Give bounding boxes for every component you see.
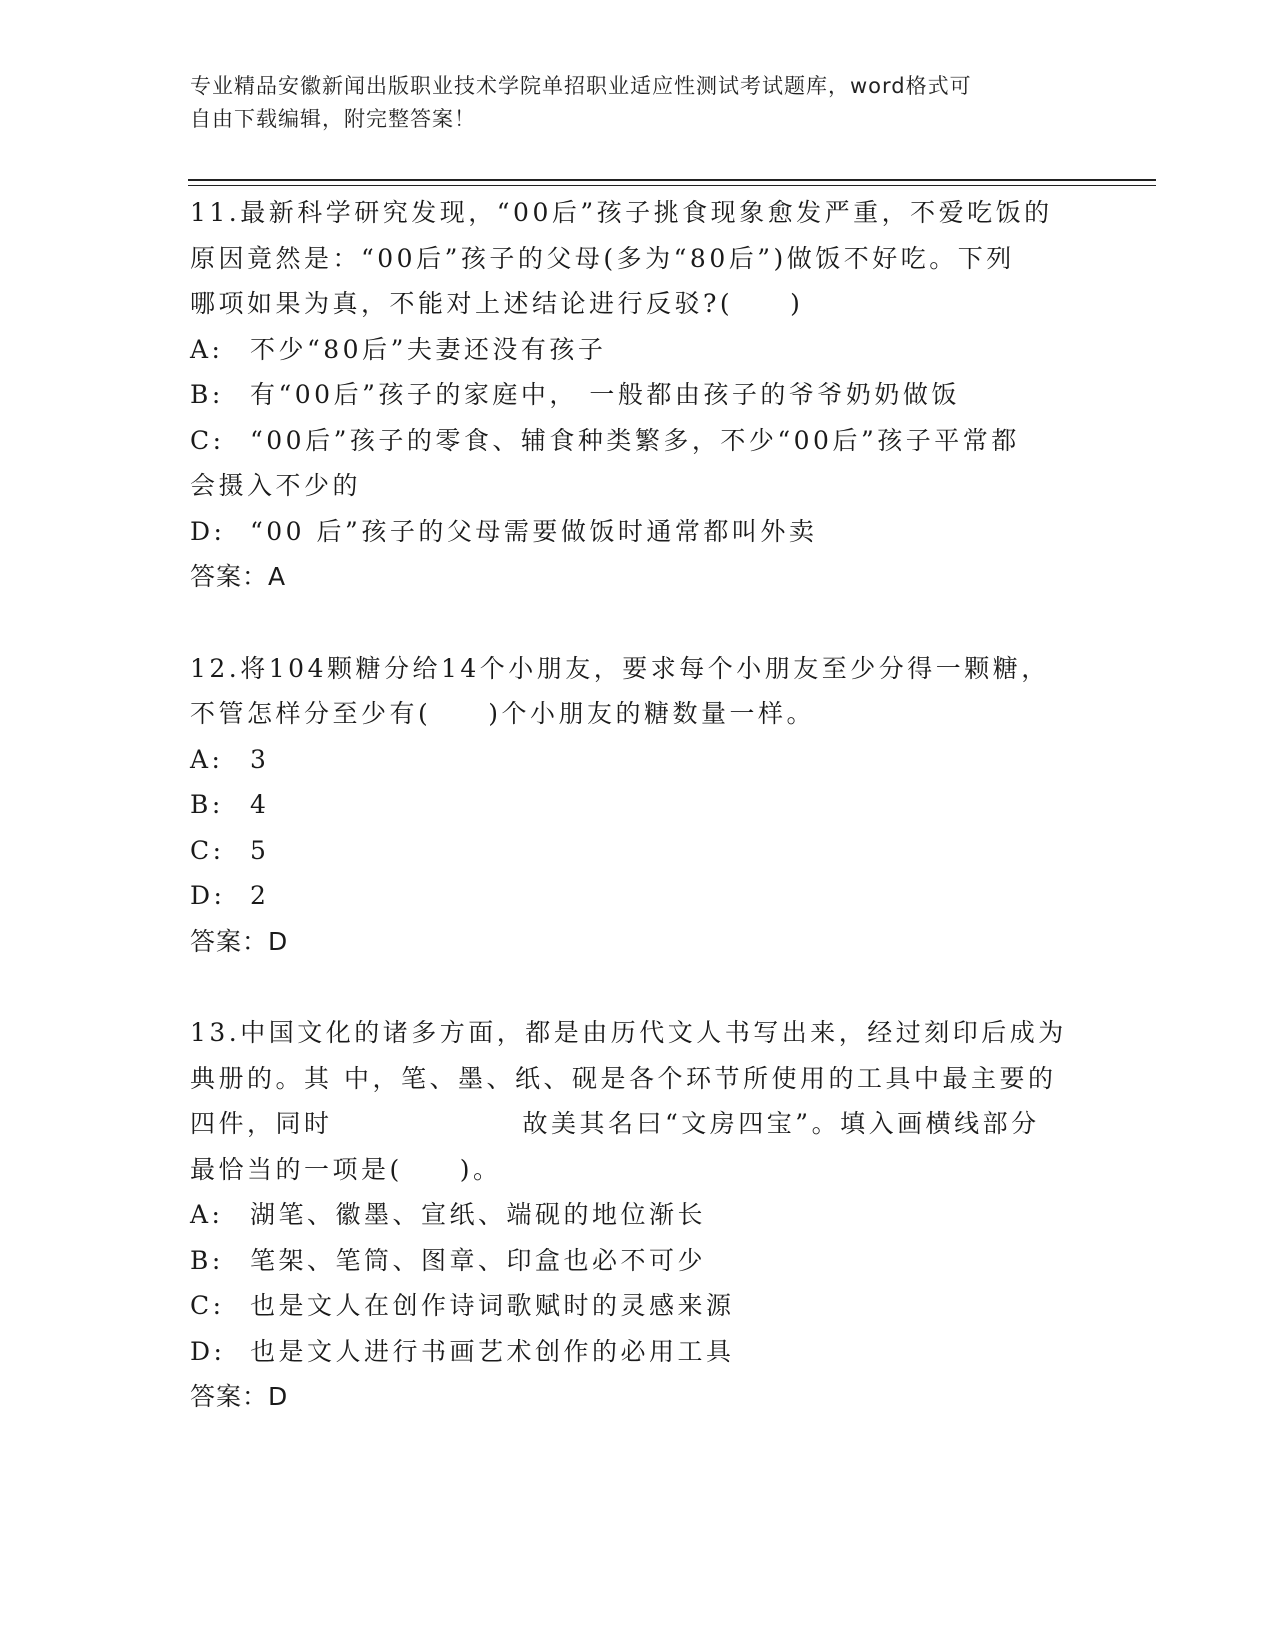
option-key: B:: [190, 1245, 224, 1275]
option-key: C:: [190, 835, 225, 865]
option-c: [190, 828, 1090, 874]
option-b: [190, 1238, 1090, 1284]
question-stem-line: [190, 1101, 1090, 1147]
option-text: 也是文人进行书画艺术创作的必用工具: [250, 1336, 735, 1366]
option-text: 4: [250, 790, 270, 819]
option-text: “00 后”孩子的父母需要做饭时通常都叫外卖: [250, 516, 818, 546]
question-gap: [190, 964, 1090, 1010]
option-c-continuation: [190, 463, 1090, 509]
option-key: A:: [190, 334, 224, 364]
option-a: [190, 1192, 1090, 1238]
option-text: 会摄入不少的: [190, 471, 362, 500]
option-text: 也是文人在创作诗词歌赋时的灵感来源: [250, 1291, 735, 1320]
header-line-2: 自由下载编辑，附完整答案！: [190, 107, 476, 131]
question-stem-line: 原因竟然是：“00后”孩子的父母(多为“80后”)做饭不好吃。下列: [190, 243, 1015, 273]
option-b: [190, 372, 1090, 418]
option-d: [190, 509, 1090, 555]
option-key: C:: [190, 1291, 225, 1320]
header-rule-thin: [188, 185, 1156, 186]
option-key: D:: [190, 1336, 226, 1366]
question-gap: [190, 600, 1090, 646]
question-stem-line: 典册的。其 中，笔、墨、纸、砚是各个环节所使用的工具中最主要的: [190, 1063, 1057, 1093]
question-list: [190, 190, 1090, 1420]
option-key: B:: [190, 790, 224, 819]
question-stem-line: 13.中国文化的诸多方面，都是由历代文人书写出来，经过刻印后成为: [190, 1018, 1067, 1047]
answer-line: 答案：D: [190, 926, 289, 956]
answer-line: 答案：A: [190, 562, 287, 591]
option-key: A:: [190, 744, 224, 774]
option-b: [190, 782, 1090, 828]
question-stem-line: 11.最新科学研究发现，“00后”孩子挑食现象愈发严重，不爱吃饭的: [190, 198, 1053, 227]
option-text: 不少“80后”夫妻还没有孩子: [250, 334, 607, 364]
stem-text: 故美其名曰“文房四宝”。填入画横线部分: [522, 1109, 1040, 1138]
stem-text: 四件，同时: [190, 1109, 333, 1138]
question-stem-line: 12.将104颗糖分给14个小朋友，要求每个小朋友至少分得一颗糖，: [190, 653, 1050, 683]
option-d: [190, 873, 1090, 919]
question-stem-line: 最恰当的一项是( )。: [190, 1154, 502, 1184]
header-rule-thick: [188, 179, 1156, 181]
question-stem-line: 不管怎样分至少有( )个小朋友的糖数量一样。: [190, 699, 816, 728]
option-key: D:: [190, 516, 226, 546]
option-text: 5: [250, 835, 270, 865]
question-stem-line: 哪项如果为真，不能对上述结论进行反驳?( ): [190, 289, 804, 318]
option-text: 有“00后”孩子的家庭中， 一般都由孩子的爷爷奶奶做饭: [250, 380, 960, 409]
option-key: C:: [190, 425, 225, 455]
question-12: [190, 646, 1090, 965]
answer-line: 答案：D: [190, 1382, 289, 1411]
option-a: [190, 327, 1090, 373]
question-11: [190, 190, 1090, 600]
option-c: [190, 1283, 1090, 1329]
option-a: [190, 737, 1090, 783]
header-line-1: 专业精品安徽新闻出版职业技术学院单招职业适应性测试考试题库，word格式可: [190, 74, 972, 98]
option-key: A:: [190, 1200, 224, 1229]
document-header: [190, 70, 1090, 136]
option-text: 湖笔、徽墨、宣纸、端砚的地位渐长: [250, 1200, 707, 1229]
option-text: 2: [250, 881, 270, 910]
question-13: [190, 1010, 1090, 1420]
option-key: B:: [190, 380, 224, 409]
option-d: [190, 1329, 1090, 1375]
option-text: “00后”孩子的零食、辅食种类繁多，不少“00后”孩子平常都: [250, 425, 1020, 455]
option-text: 3: [250, 744, 270, 774]
option-c: [190, 418, 1090, 464]
option-key: D:: [190, 881, 226, 910]
option-text: 笔架、笔筒、图章、印盒也必不可少: [250, 1245, 707, 1275]
